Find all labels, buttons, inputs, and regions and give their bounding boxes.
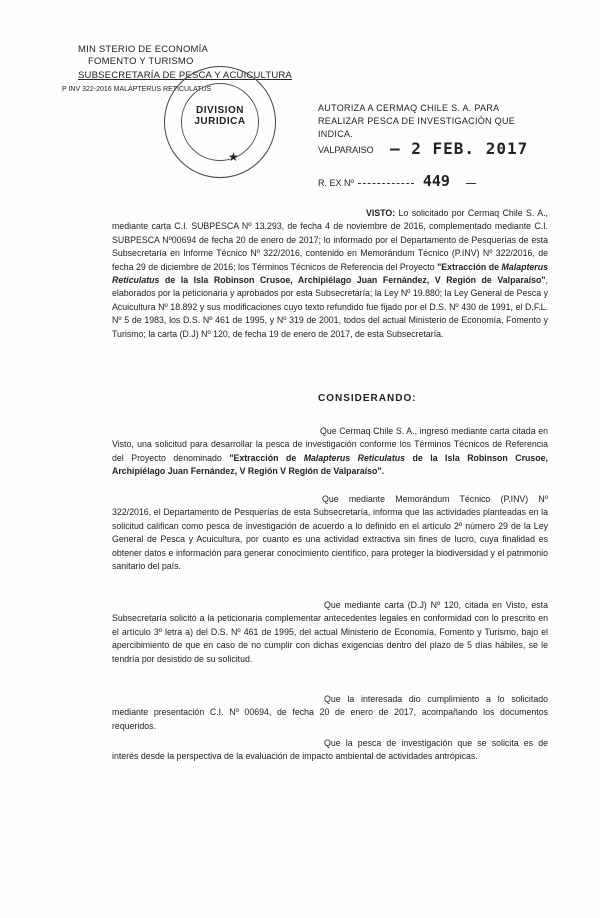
considerando-paragraph-2: [112, 493, 548, 573]
p3-text: Que mediante carta (D.J) Nº 120, citada en Visto, esta Subsecretaría solicitó a la peticionaria complementar antecedentes legales en conformidad con lo prescrito en el artículo 3º letra a) del D.S. Nº 461 de 1995, del actual Ministerio de Economía, Fomento y Turismo, bajo el apercibimiento de que en caso de no cumplir con dichas exigencias dentro del plazo de 5 días hábiles, se le tendría por desistido de su solicitud.: [112, 600, 548, 664]
considerando-paragraph-3: [112, 599, 548, 666]
p1-project-a: "Extracción de: [229, 452, 304, 463]
ministry-name: MIN STERIO DE ECONOMÍA: [78, 44, 209, 55]
considerando-paragraph-5: [112, 737, 548, 764]
p5-text: Que la pesca de investigación que se solicita es de interés desde la perspectiva de la evaluación de impacto ambiental de actividades antrópicas.: [112, 738, 548, 762]
seal-text: [165, 105, 275, 127]
considerando-paragraph-4: [112, 693, 548, 733]
considerando-paragraph-1: [112, 425, 548, 479]
visto-text-b: , elaborados por la peticionaria y aprobados por esta Subsecretaría; la Ley Nº 19.880; la Ley General de Pesca y Acuicultura Nº 18.892 y sus modificaciones cuyo texto refundido fue fijado por el D.S. Nº 430 de 1991, el D.F.L. Nº 5 de 1983, los D.S. Nº 461 de 1995, y Nº 319 de 2001, todos del actual Ministerio de Economía, Fomento y Turismo; la carta (D.J) Nº 120, de fecha 19 de enero de 2017, de esta Subsecretaría.: [112, 275, 548, 339]
seal-juridica: JURIDICA: [194, 116, 246, 127]
considerando-heading: CONSIDERANDO:: [318, 393, 417, 404]
p1-project-species: Malapterus Reticulatus: [303, 452, 406, 463]
ministry-subtitle: FOMENTO Y TURISMO: [88, 56, 194, 67]
visto-project-species: Malapterus Reticulatus: [112, 261, 548, 286]
visto-lead: VISTO:: [366, 208, 396, 218]
visto-project-b: de la Isla Robinson Crusoe, Archipiélago Juan Fernández, V Región de Valparaíso": [159, 275, 546, 286]
visto-project-a: "Extracción de: [437, 261, 502, 272]
p2-text: Que mediante Memorándum Técnico (P.INV) Nº 322/2016, el Departamento de Pesquerías de esta Subsecretaría, informa que las actividades planteadas en la solicitud califican como pesca de investigación de acuerdo a lo definido en el artículo 2º número 29 de la Ley General de Pesca y Acuicultura, por cuanto es una actividad extractiva sin fines de lucro, cuya finalidad es obtener datos e información para generar conocimiento científico, para proteger la biodiversidad y el patrimonio sanitario del país.: [112, 494, 548, 572]
p1-project-b: de la Isla Robinson Crusoe, Archipiélago Juan Fernández, V Región V Región de Valparaíso".: [112, 452, 548, 477]
resolution-subject: AUTORIZA A CERMAQ CHILE S. A. PARA REALIZAR PESCA DE INVESTIGACIÓN QUE INDICA.: [318, 103, 516, 139]
number-trailing-line: [466, 183, 476, 184]
resolution-date-stamp: – 2 FEB. 2017: [390, 139, 529, 158]
undersecretariat-name: SUBSECRETARÍA DE PESCA Y ACUICULTURA: [78, 70, 292, 81]
number-blank-line: [358, 183, 414, 184]
resolution-number-value: 449: [422, 172, 450, 190]
seal-division: DIVISION: [196, 105, 244, 116]
seal-star-icon: ★: [228, 150, 239, 164]
p1-text: Que Cermaq Chile S. A., ingresó mediante carta citada en Visto, una solicitud para desarrollar la pesca de investigación conforme los Términos Técnicos de Referencia del Proyecto denominado: [112, 426, 548, 463]
visto-paragraph: [112, 207, 548, 341]
official-seal: [164, 66, 276, 178]
resolution-place: VALPARAISO: [318, 145, 374, 155]
file-reference: P INV 322-2016 MALAPTERUS RETICULATUS: [62, 86, 212, 93]
p4-text: Que la interesada dio cumplimiento a lo solicitado mediante presentación C.I. Nº 00694, de fecha 20 de enero de 2017, acompañando los documentos requeridos.: [112, 694, 548, 731]
resolution-number-label: R. EX Nº: [318, 178, 354, 188]
resolution-number: [318, 172, 476, 190]
visto-text-a: Lo solicitado por Cermaq Chile S. A., mediante carta C.I. SUBPESCA Nº 13.293, de fecha 4 de noviembre de 2016, complementado mediante C.I. SUBPESCA Nº00694 de fecha 20 de enero de 2017; lo informado por el Departamento de Pesquerías de esta Subsecretaría en Informe Técnico Nº 322/2016, contenido en Memorándum Técnico (P.INV) Nº 322/2016, de fecha 29 de diciembre de 2016; los Términos Técnicos de Referencia del Proyecto: [112, 208, 548, 272]
